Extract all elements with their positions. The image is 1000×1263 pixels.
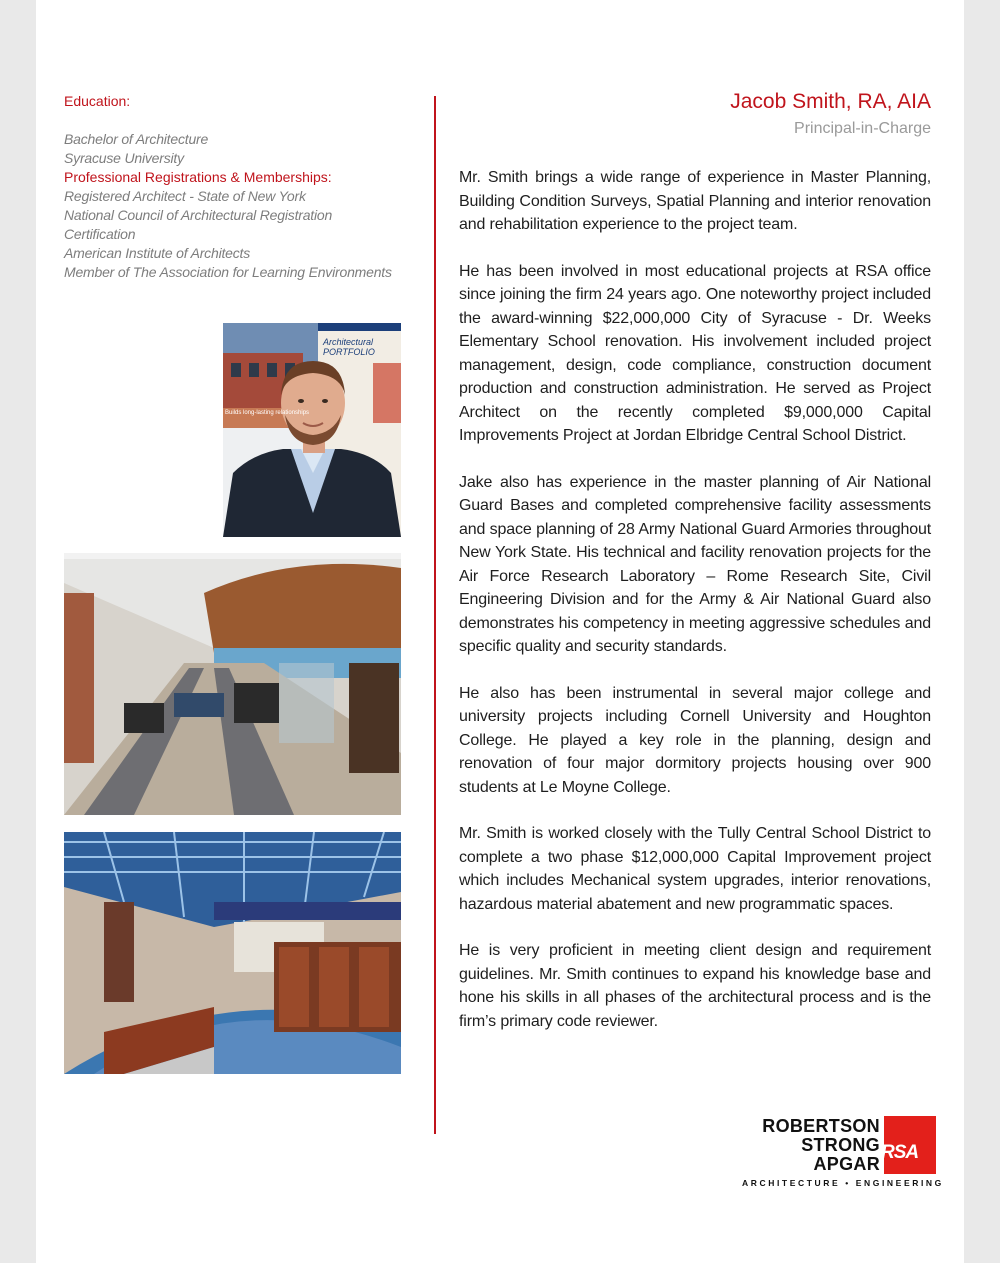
education-item: Bachelor of Architecture [64,131,209,147]
vertical-divider [434,96,436,1134]
person-role: Principal-in-Charge [794,120,931,137]
logo-line-robertson: ROBERTSON [762,1116,880,1136]
registration-item: Member of The Association for Learning Environments [64,264,392,280]
resume-page [36,0,964,1263]
hallway-photo [64,553,401,815]
hallway-illustration [64,553,401,815]
registration-item: Registered Architect - State of New York [64,188,306,204]
person-name: Jacob Smith, RA, AIA [730,90,931,113]
logo-line-apgar: APGAR [813,1154,880,1174]
registration-item: Certification [64,226,136,242]
bio-paragraph: Jake also has experience in the master planning of Air National Guard Bases and completed comprehensive facility assessments and space planning of 28 Army National Guard Armories throughout New York State. His technical and facility renovation projects for the Air Force Research Laboratory – Rome Research Site, Civil Engineering Division and for the Army & Air National Guard also demonstrates his competency in meeting aggressive schedules and specific quality and security standards. [459,473,931,655]
bio-text [459,166,931,1033]
credentials-column [64,92,414,282]
bio-paragraph: He has been involved in most educational projects at RSA office since joining the firm 24 years ago. One noteworthy project included the award-winning $22,000,000 City of Syracuse - Dr. Weeks Elementary School renovation. His involvement included project management, design, code compliance, construction document production and construction administration. He served as Project Architect on the recently completed $9,000,000 Capital Improvements Project at Jordan Elbridge Central School District. [459,262,931,444]
education-heading: Education: [64,93,131,109]
bio-paragraph: He is very proficient in meeting client design and requirement guidelines. Mr. Smith continues to expand his knowledge base and hone his skills in all phases of the architectural process and is the firm’s primary code reviewer. [459,942,931,1030]
registrations-heading: Professional Registrations & Memberships: [64,169,332,185]
logo-tagline: ARCHITECTURE • ENGINEERING [742,1178,944,1188]
education-item: Syracuse University [64,150,184,166]
rsa-logo [742,1116,944,1192]
registration-item: American Institute of Architects [64,245,251,261]
portfolio-banner-tagline: Builds long-lasting relationships [225,410,310,416]
library-photo [64,832,401,1074]
library-illustration [64,832,401,1074]
bio-paragraph: Mr. Smith brings a wide range of experience in Master Planning, Building Condition Surveys, Spatial Planning and interior renovation and rehabilitation experience to the project team. [459,169,931,233]
logo-mark-rsa: RSA [881,1142,919,1163]
portfolio-banner-title: Architectural PORTFOLIO [323,337,375,357]
registration-item: National Council of Architectural Registration [64,207,333,223]
bio-paragraph: Mr. Smith is worked closely with the Tully Central School District to complete a two phase $12,000,000 Capital Improvement project which includes Mechanical system upgrades, interior renovations, hazardous material abatement and new programmatic spaces. [459,825,931,913]
bio-paragraph: He also has been instrumental in several major college and university projects including Cornell University and Houghton College. He played a key role in the planning, design and renovation of four major dormitory projects housing over 900 students at Le Moyne College. [459,684,931,796]
bio-column [459,88,931,1056]
logo-line-strong: STRONG [801,1135,880,1155]
portrait-photo [223,323,401,537]
